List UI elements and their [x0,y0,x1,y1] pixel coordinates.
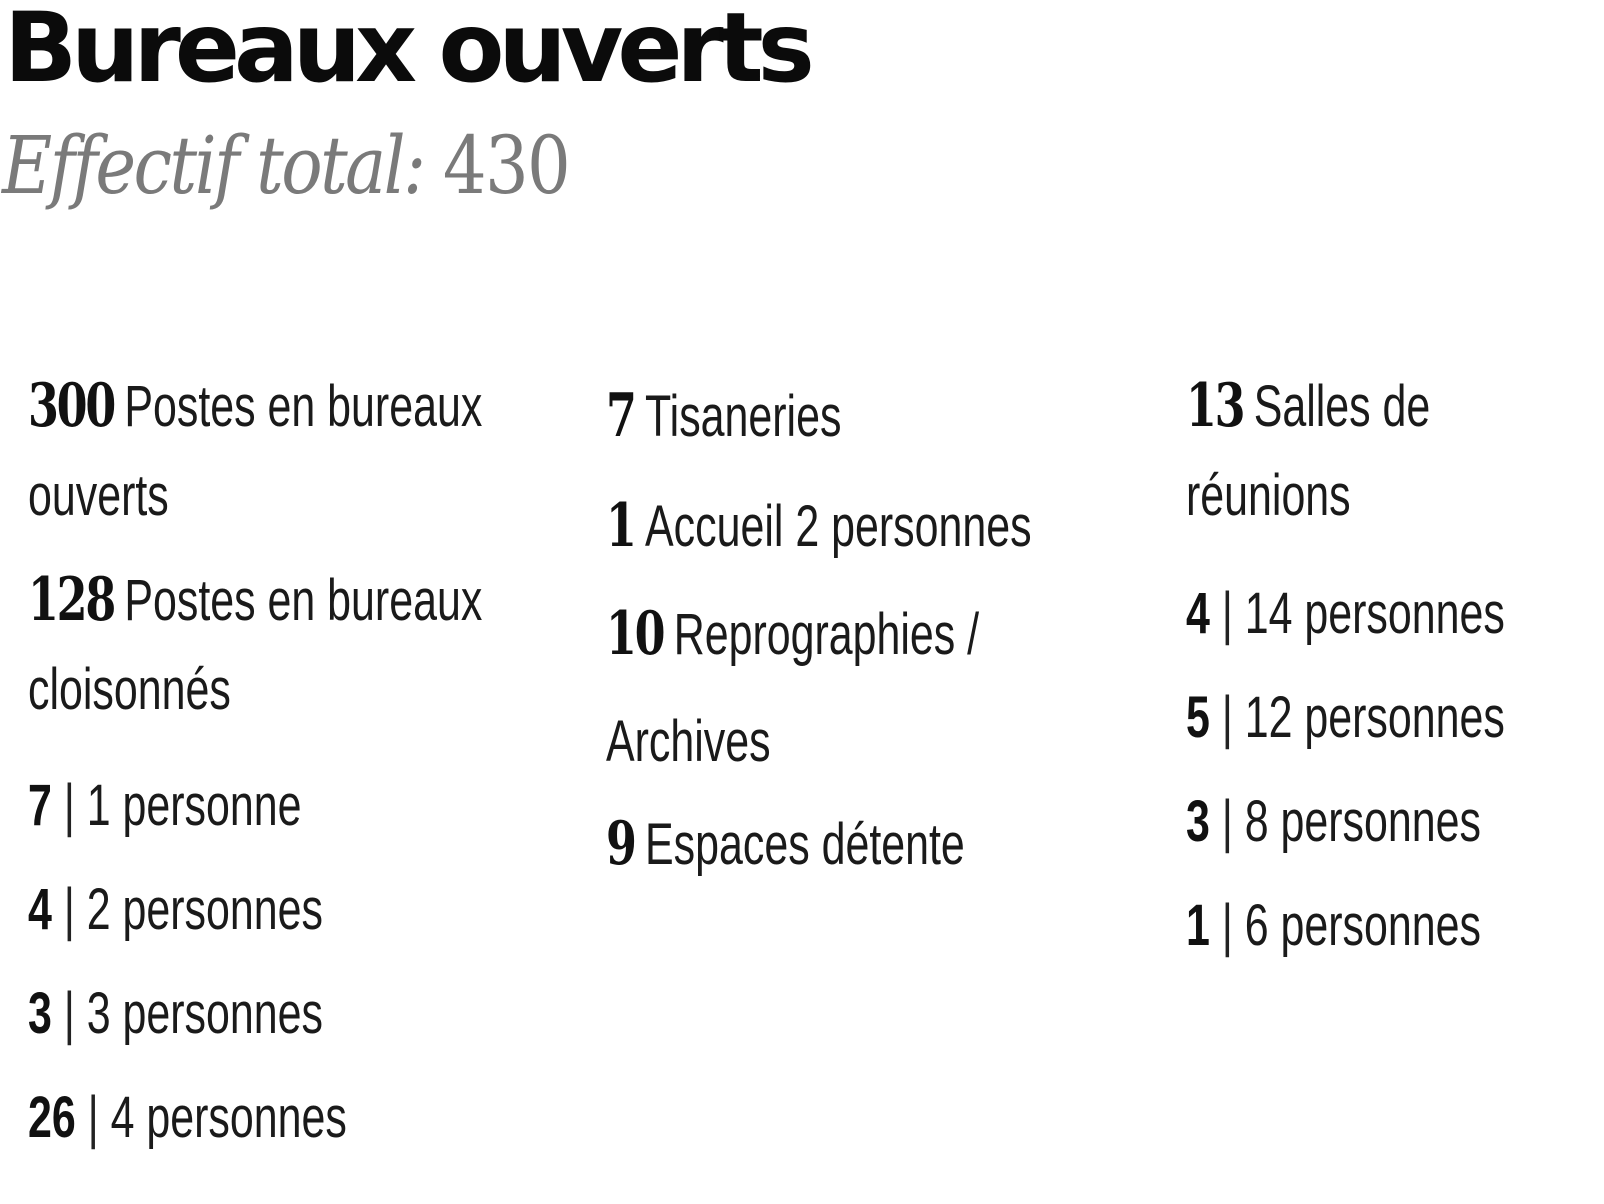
subtitle-label: Effectif total: [2,119,424,212]
room-size: 14 personnes [1244,581,1505,646]
stat-count: 128 [28,565,115,635]
separator: | [87,1085,99,1150]
stat-reprographies [606,599,1110,669]
stat-label: Salles de [1253,374,1431,439]
stat-label-cont: Archives [606,709,771,774]
stat-label: Tisaneries [645,384,842,449]
room-size-row [1186,686,1604,750]
office-count: 26 [28,1085,76,1150]
separator: | [1221,685,1233,750]
room-size: 8 personnes [1244,789,1481,854]
office-size: 4 personnes [110,1085,347,1150]
stat-closed-desks [28,565,642,635]
office-count: 3 [28,981,52,1046]
stat-count: 300 [28,371,115,441]
stat-accueil [606,491,1181,561]
stat-count: 1 [606,491,635,561]
office-count: 7 [28,773,52,838]
separator: | [1221,893,1233,958]
stat-label: Espaces détente [645,812,965,877]
room-size-row [1186,790,1585,854]
stat-count: 10 [606,599,664,669]
room-count: 5 [1186,685,1210,750]
room-count: 1 [1186,893,1210,958]
office-size: 2 personnes [86,877,323,942]
stat-tisaneries [606,381,924,451]
office-size: 3 personnes [86,981,323,1046]
office-count: 4 [28,877,52,942]
stat-label: Postes en bureaux [124,568,483,633]
room-count: 4 [1186,581,1210,646]
stat-open-desks-cont [28,464,218,528]
office-size-row [28,982,427,1046]
separator: | [63,877,75,942]
office-size-row [28,774,398,838]
separator: | [63,773,75,838]
room-size-row [1186,582,1604,646]
stat-meeting-rooms [1186,371,1516,441]
stat-meeting-rooms-cont [1186,464,1408,528]
stat-closed-desks-cont [28,658,302,722]
room-size: 6 personnes [1244,893,1481,958]
subtitle [2,119,570,212]
subtitle-value: 430 [442,119,570,212]
stat-label-cont: ouverts [28,463,169,528]
separator: | [1221,789,1233,854]
office-size-row [28,1086,459,1150]
stat-count: 13 [1186,371,1244,441]
stat-count: 7 [606,381,635,451]
room-count: 3 [1186,789,1210,854]
page-title: Bureaux ouverts [4,0,809,104]
stat-count: 9 [606,809,635,879]
stat-reprographies-cont [606,710,828,774]
stat-espaces-detente [606,809,1091,879]
stat-label: Accueil 2 personnes [645,494,1032,559]
office-size: 1 personne [86,773,302,838]
separator: | [1221,581,1233,646]
stat-label: Reprographies / [673,602,980,667]
stat-label-cont: réunions [1186,463,1351,528]
stat-label-cont: cloisonnés [28,657,231,722]
stat-label: Postes en bureaux [124,374,483,439]
room-size: 12 personnes [1244,685,1505,750]
stat-open-desks [28,371,642,441]
room-size-row [1186,894,1585,958]
separator: | [63,981,75,1046]
office-size-row [28,878,427,942]
